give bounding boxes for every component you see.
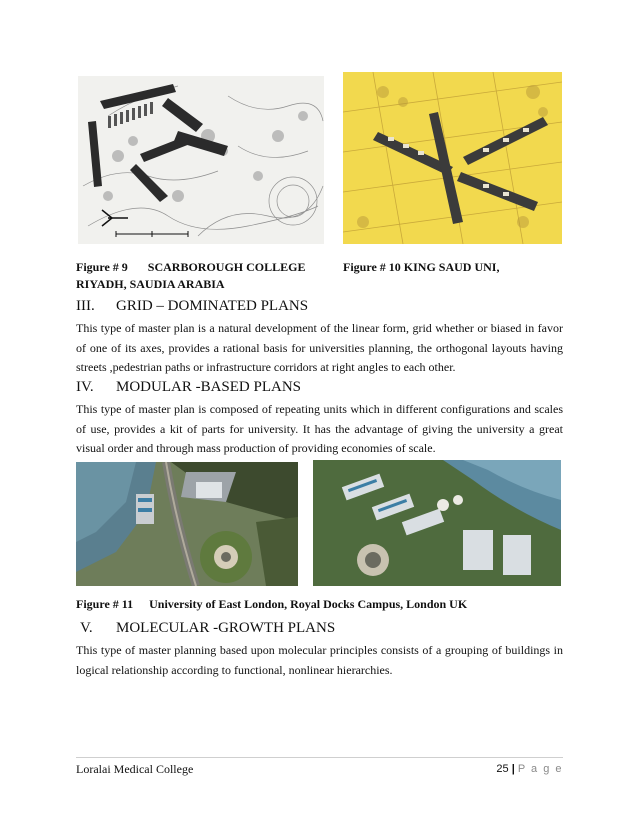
section-heading-grid xyxy=(76,297,308,315)
footer-institution: Loralai Medical College xyxy=(76,762,194,776)
page-number: 25 xyxy=(496,763,509,775)
page-word: P a g e xyxy=(517,763,563,775)
section-title: GRID – DOMINATED PLANS xyxy=(116,298,309,314)
docks-campus-aerial-left xyxy=(76,462,298,586)
section-body-modular: This type of master plan is composed of repeating units which in different configurations and scales of use, provides a kit of parts for university. It has the advantage of giving the university a great visual order and through mass production of providing economies of scale. xyxy=(76,402,563,455)
section-body-molecular: This type of master planning based upon molecular principles consists of a grouping of buildings in logical relationship according to functional, nonlinear hierarchies. xyxy=(76,643,563,677)
section-heading-molecular xyxy=(80,619,335,637)
figure-9-label: Figure # 9 xyxy=(76,260,128,274)
figure-11-label: Figure # 11 xyxy=(76,597,134,611)
section-title: MOLECULAR -GROWTH PLANS xyxy=(116,620,336,636)
page-separator: | xyxy=(511,763,515,775)
docks-campus-aerial-right xyxy=(313,460,561,586)
figure-11-caption xyxy=(76,597,467,612)
footer-divider xyxy=(76,757,563,758)
king-saud-plan-drawing xyxy=(343,72,562,244)
footer-page-indicator xyxy=(496,762,563,777)
figure-11-aerial-photo-left xyxy=(76,462,298,586)
figure-10-title: KING SAUD UNI, xyxy=(403,260,500,274)
figure-11-aerial-photo-right xyxy=(313,460,561,586)
figure-10-caption xyxy=(343,260,499,275)
figure-9-caption xyxy=(76,260,305,275)
figure-caption-continuation: RIYADH, SAUDIA ARABIA xyxy=(76,277,225,291)
section-numeral: V. xyxy=(80,620,93,636)
scarborough-plan-drawing xyxy=(78,76,324,244)
figure-10-king-saud-plan xyxy=(343,72,562,244)
figure-9-scarborough-plan xyxy=(78,76,324,244)
figure-9-title: SCARBOROUGH COLLEGE xyxy=(147,260,306,274)
section-body-grid: This type of master plan is a natural development of the linear form, grid whether or biased in favor of one of its axes, provides a rational basis for universities planning, the orthogonal layouts having streets ,pedestrian paths or infrastructure corridors at right angles to each other. xyxy=(76,321,563,374)
figure-11-title: University of East London, Royal Docks Campus, London UK xyxy=(149,597,468,611)
section-heading-modular xyxy=(76,378,301,396)
figure-10-label: Figure # 10 xyxy=(343,260,401,274)
section-title: MODULAR -BASED PLANS xyxy=(116,379,302,395)
section-numeral: IV. xyxy=(76,379,94,395)
section-numeral: III. xyxy=(76,298,95,314)
